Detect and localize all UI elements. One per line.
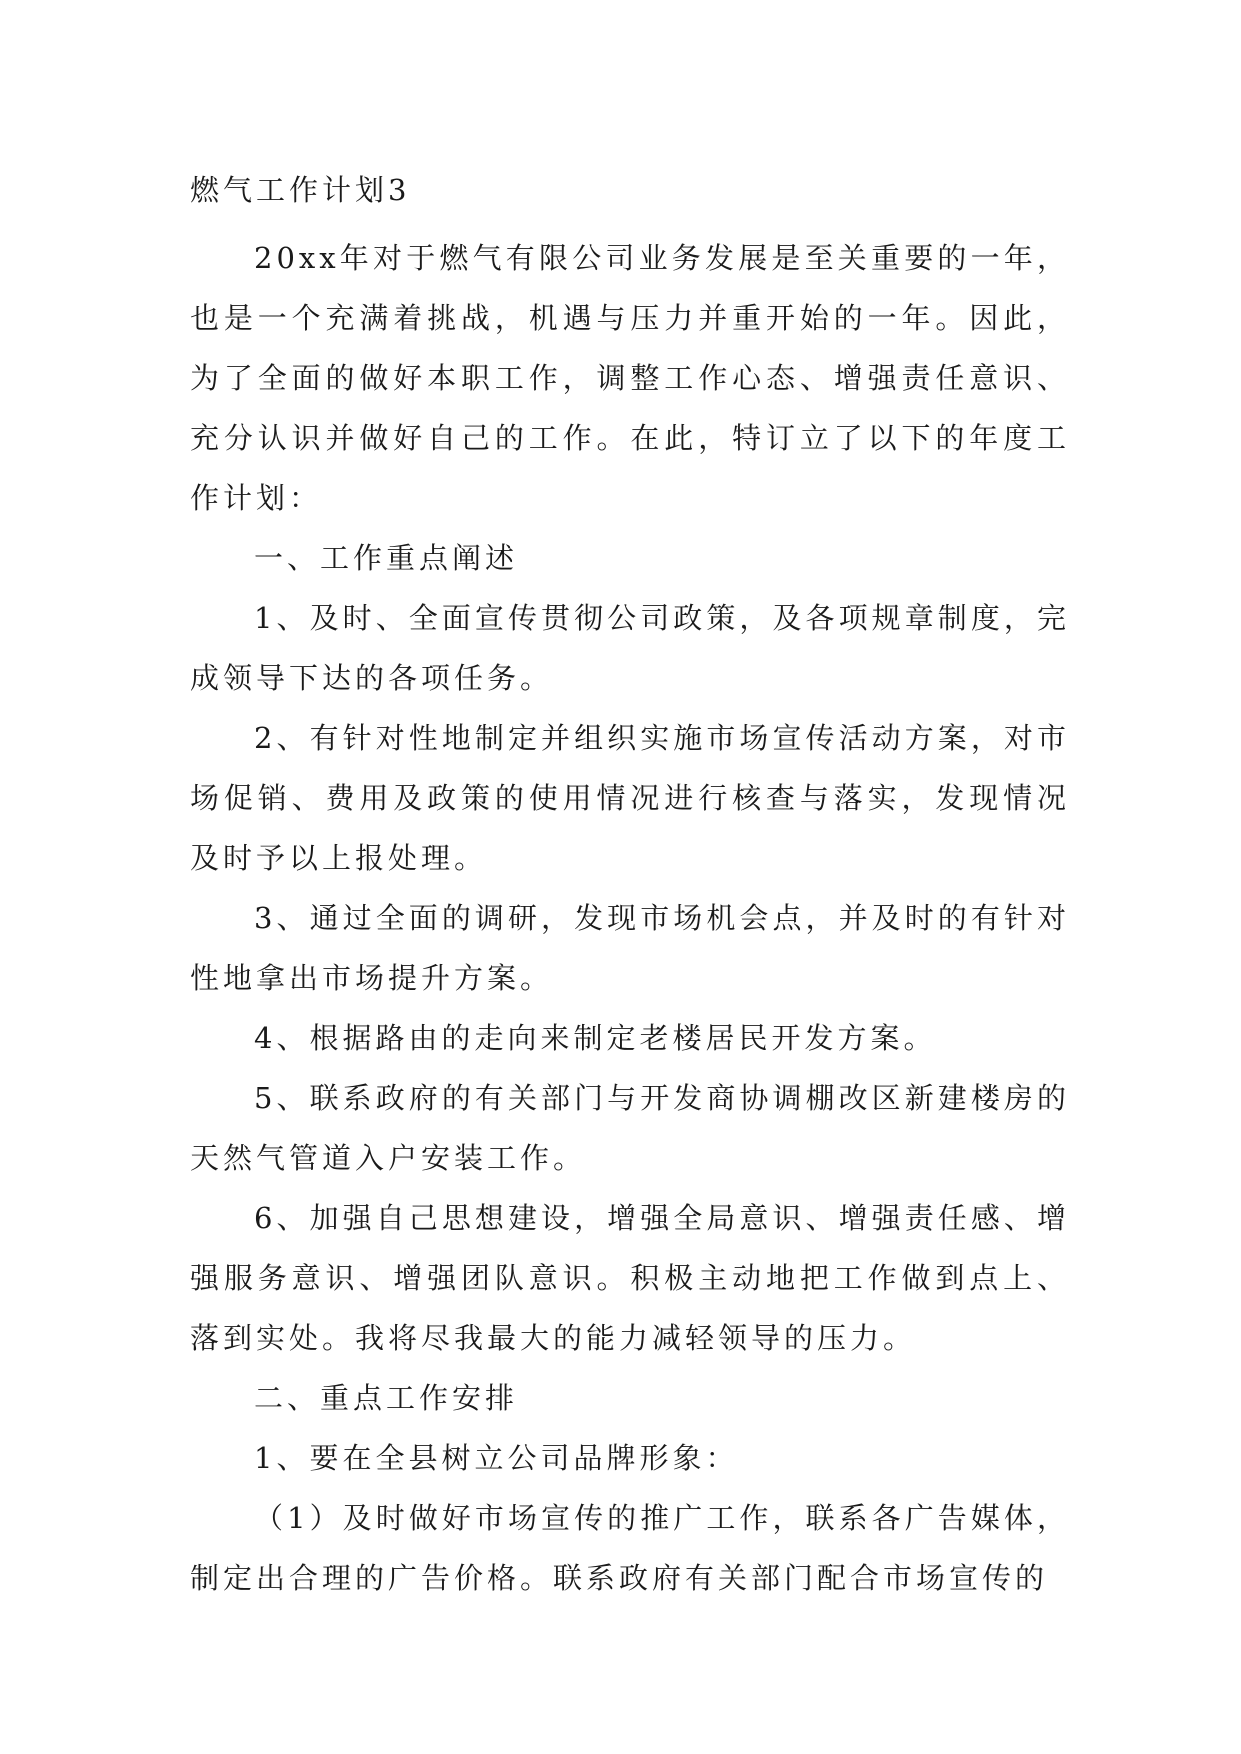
section-heading-1: 一、工作重点阐述 xyxy=(254,541,519,575)
list-item-3: 3、通过全面的调研，发现市场机会点，并及时的有针对性地拿出市场提升方案。 xyxy=(190,901,1070,995)
list-item-2: 2、有针对性地制定并组织实施市场宣传活动方案，对市场促销、费用及政策的使用情况进行核查与落实，发现情况及时予以上报处理。 xyxy=(190,721,1070,875)
section-heading-2: 二、重点工作安排 xyxy=(254,1381,519,1415)
list-item-5: 5、联系政府的有关部门与开发商协调棚改区新建楼房的天然气管道入户安装工作。 xyxy=(190,1081,1070,1175)
sub-item-1: （1）及时做好市场宣传的推广工作，联系各广告媒体，制定出合理的广告价格。联系政府有关部门配合市场宣传的 xyxy=(190,1501,1070,1595)
document-title: 燃气工作计划3 xyxy=(190,173,411,207)
subsection-heading-1: 1、要在全县树立公司品牌形象： xyxy=(254,1441,739,1475)
list-item-4: 4、根据路由的走向来制定老楼居民开发方案。 xyxy=(254,1021,937,1055)
intro-paragraph: 20xx年对于燃气有限公司业务发展是至关重要的一年，也是一个充满着挑战，机遇与压力并重开始的一年。因此，为了全面的做好本职工作，调整工作心态、增强责任意识、充分认识并做好自己的工作。在此，特订立了以下的年度工作计划： xyxy=(190,241,1070,515)
document-body xyxy=(190,160,1070,1608)
list-item-6: 6、加强自己思想建设，增强全局意识、增强责任感、增强服务意识、增强团队意识。积极主动地把工作做到点上、落到实处。我将尽我最大的能力减轻领导的压力。 xyxy=(190,1201,1070,1355)
list-item-1: 1、及时、全面宣传贯彻公司政策，及各项规章制度，完成领导下达的各项任务。 xyxy=(190,601,1070,695)
